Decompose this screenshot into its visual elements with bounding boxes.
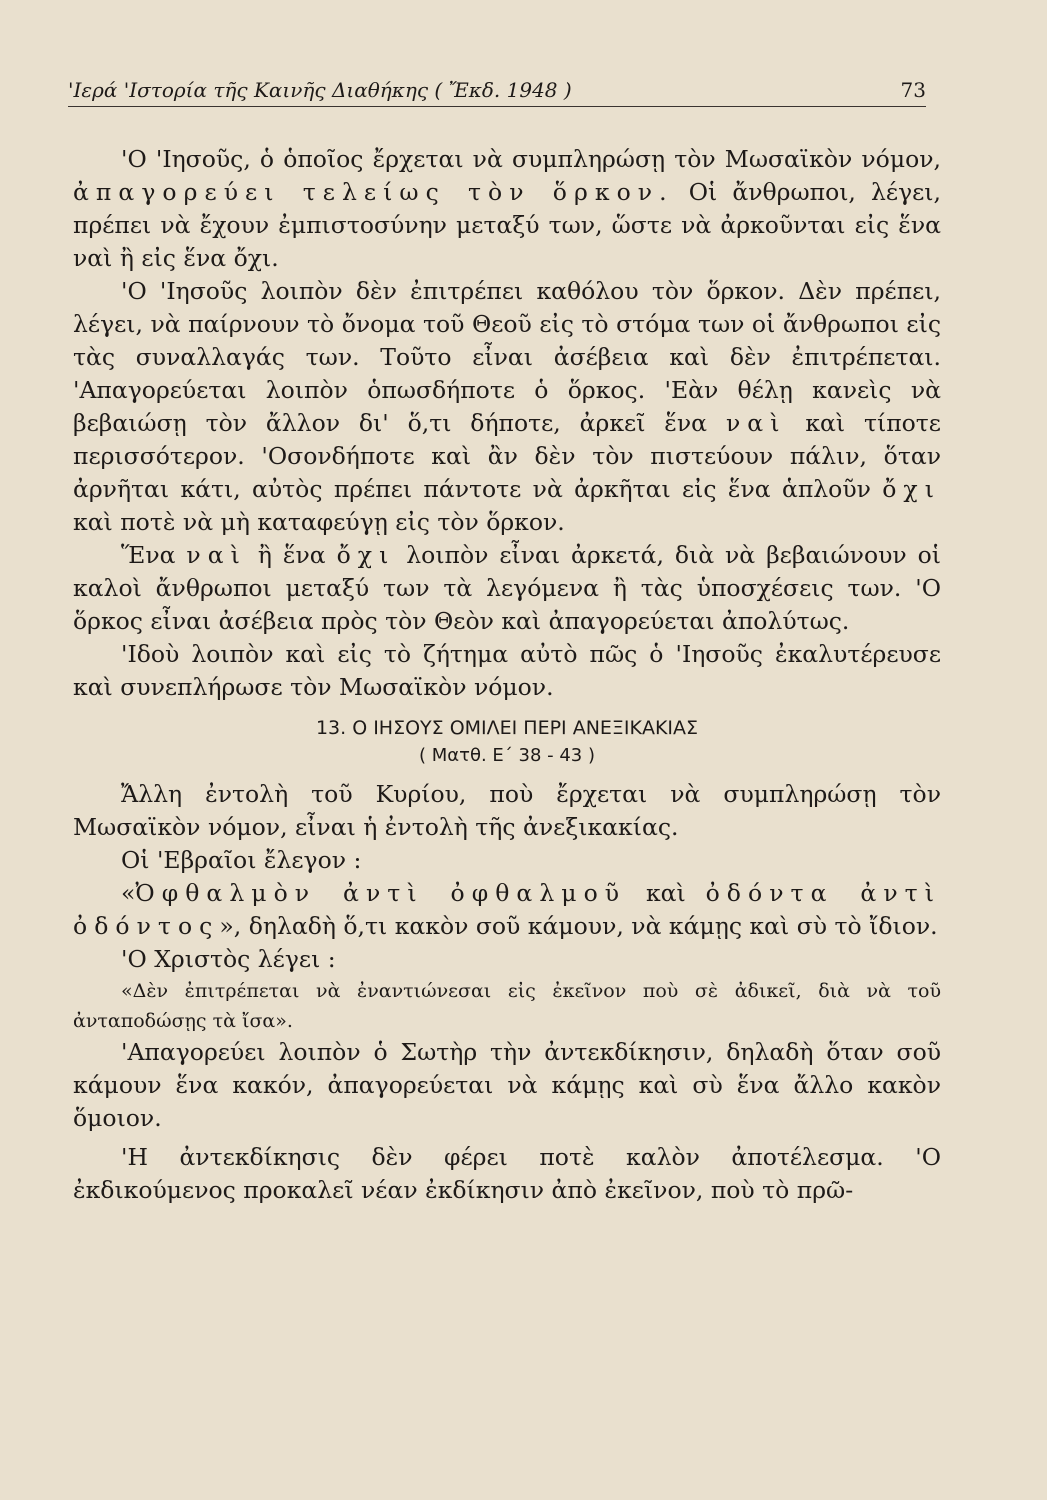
page-body bbox=[73, 143, 941, 1207]
text-run: 'Ο 'Ιησοῦς, ὁ ὁποῖος ἔρχεται νὰ συμπληρώσῃ τὸν Μωσαϊκὸν νόμον, bbox=[121, 145, 941, 173]
section-reference: ( Ματθ. Ε΄ 38 - 43 ) bbox=[418, 745, 596, 766]
emphasized-text: ναὶ bbox=[725, 409, 787, 437]
text-run: 'Ο 'Ιησοῦς λοιπὸν δὲν ἐπιτρέπει καθόλου τὸν ὅρκον. Δὲν πρέπει, λέγει, νὰ παίρνουν τὸ ὄνομα τοῦ Θεοῦ εἰς τὸ στόμα των οἱ ἄνθρωποι εἰς τὰς συναλλαγάς των. Τοῦτο εἶναι ἀσέβεια καὶ δὲν ἐπιτρέπεται. 'Απαγορεύεται λοιπὸν ὁπωσδήποτε ὁ ὅρκος. 'Εὰν θέλῃ κανεὶς νὰ βεβαιώσῃ τὸν ἄλλον δι' ὅ,τι δήποτε, ἀρκεῖ ἕνα bbox=[73, 277, 941, 437]
emphasized-text: ναὶ bbox=[186, 541, 247, 569]
emphasized-text: ὄχι bbox=[336, 541, 396, 569]
paragraph: 'Απαγορεύει λοιπὸν ὁ Σωτὴρ τὴν ἀντεκδίκησιν, δηλαδὴ ὅταν σοῦ κάμουν ἕνα κακόν, ἀπαγορεύεται νὰ κάμῃς καὶ σὺ ἕνα ἄλλο κακὸν ὅμοιον. bbox=[73, 1038, 941, 1132]
text-run: Ἕνα bbox=[121, 541, 187, 569]
text-run: », δηλαδὴ ὅ,τι κακὸν σοῦ κάμουν, νὰ κάμῃς καὶ σὺ τὸ ἴδιον. bbox=[219, 912, 938, 940]
paragraph: Ἄλλη ἐντολὴ τοῦ Κυρίου, ποὺ ἔρχεται νὰ συμπληρώσῃ τὸν Μωσαϊκὸν νόμον, εἶναι ἡ ἐντολὴ τῆς ἀνεξικακίας. bbox=[73, 780, 941, 841]
paragraph: 'Ιδοὺ λοιπὸν καὶ εἰς τὸ ζήτημα αὐτὸ πῶς ὁ 'Ιησοῦς ἐκαλυτέρευσε καὶ συνεπλήρωσε τὸν Μωσαϊκὸν νόμον. bbox=[73, 640, 941, 701]
paragraph bbox=[73, 143, 941, 275]
emphasized-text: ὀδόντα ἀντὶ ὀδόντος bbox=[73, 879, 941, 940]
text-run: ἢ ἕνα bbox=[246, 541, 337, 569]
emphasized-text: ὄχι bbox=[882, 475, 941, 503]
paragraph: 'Ο Χριστὸς λέγει : bbox=[121, 945, 336, 973]
paragraph bbox=[73, 539, 941, 638]
paragraph bbox=[73, 877, 941, 943]
section-title: 13. Ο ΙΗΣΟΥΣ ΟΜΙΛΕΙ ΠΕΡΙ ΑΝΕΞΙΚΑΚΙΑΣ bbox=[315, 717, 699, 739]
text-run: « bbox=[121, 879, 136, 907]
paragraph bbox=[73, 275, 941, 539]
text-run: καὶ τίποτε περισσότερον. 'Οσονδήποτε καὶ ἂν δὲν τὸν πιστεύουν πάλιν, ὅταν ἀρνῆται κάτι, αὐτὸς πρέπει πάντοτε νὰ ἀρκῆται εἰς ἕνα ἁπλοῦν bbox=[73, 409, 941, 503]
emphasized-text: Ὀφθαλμὸν ἀντὶ ὀφθαλμοῦ bbox=[135, 879, 627, 907]
text-run: λοιπὸν εἶναι ἀρκετά, διὰ νὰ βεβαιώνουν οἱ καλοὶ ἄνθρωποι μεταξύ των τὰ λεγόμενα ἢ τὰς ὑποσχέσεις των. 'Ο ὅρκος εἶναι ἀσέβεια πρὸς τὸν Θεὸν καὶ ἀπαγορεύεται ἀπολύτως. bbox=[73, 541, 941, 635]
header-title: 'Ιερά 'Ιστορία τῆς Καινῆς Διαθήκης ( Ἔκδ. 1948 ) bbox=[68, 78, 572, 102]
paragraph: Οἱ 'Εβραῖοι ἔλεγον : bbox=[121, 846, 362, 874]
text-run: καὶ bbox=[626, 879, 706, 907]
quotation: «Δὲν ἐπιτρέπεται νὰ ἐναντιώνεσαι εἰς ἐκεῖνον ποὺ σὲ ἀδικεῖ, διὰ νὰ τοῦ ἀνταποδώσῃς τὰ ἴσα». bbox=[73, 980, 941, 1032]
paragraph: 'Η ἀντεκδίκησις δὲν φέρει ποτὲ καλὸν ἀποτέλεσμα. 'Ο ἐκδικούμενος προκαλεῖ νέαν ἐκδίκησιν ἀπὸ ἐκεῖνον, ποὺ τὸ πρῶ- bbox=[73, 1143, 941, 1204]
emphasized-text: ἀπαγορεύει τελείως τὸν ὅρκον. bbox=[73, 178, 674, 206]
text-run: Οἱ ἄνθρωποι, λέγει, πρέπει νὰ ἔχουν ἐμπιστοσύνην μεταξύ των, ὥστε νὰ ἀρκοῦνται εἰς ἕνα ναὶ ἢ εἰς ἕνα ὄχι. bbox=[73, 178, 941, 272]
page-number: 73 bbox=[900, 78, 926, 102]
running-header bbox=[68, 78, 926, 107]
text-run: καὶ ποτὲ νὰ μὴ καταφεύγῃ εἰς τὸν ὅρκον. bbox=[73, 508, 565, 536]
